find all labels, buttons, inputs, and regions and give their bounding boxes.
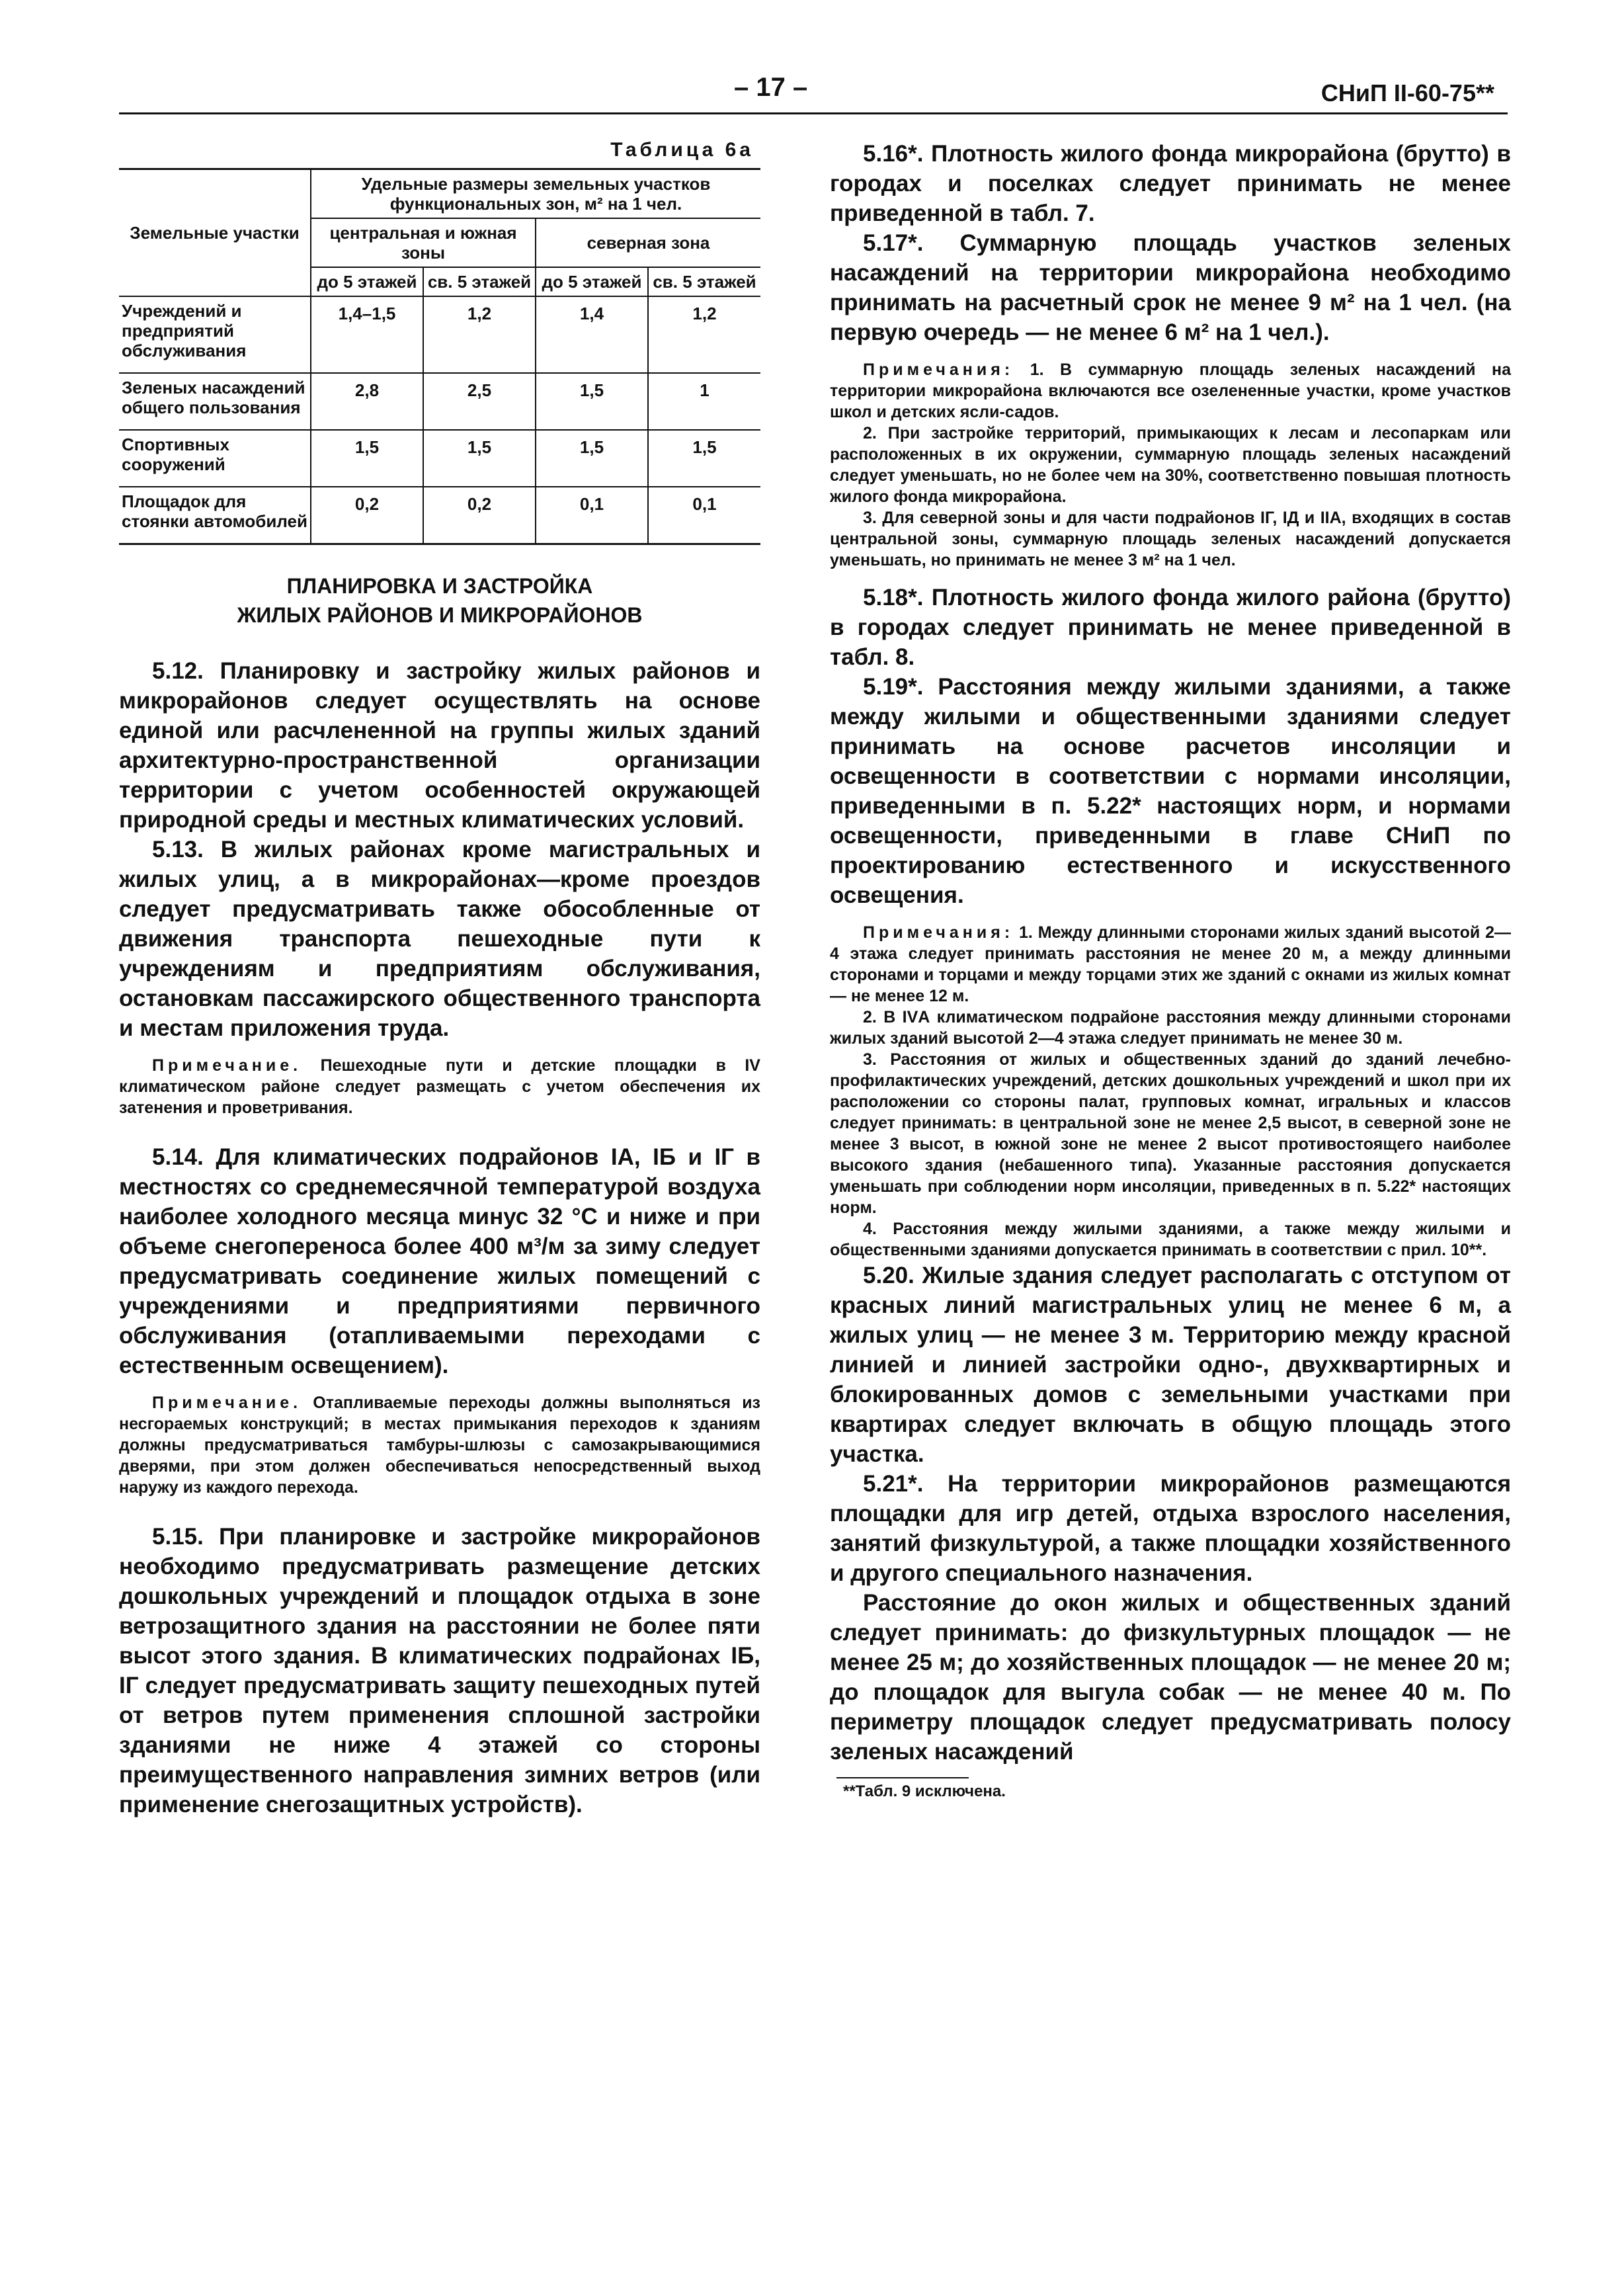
table-cell: 1,5 (648, 430, 760, 487)
table-cell: 2,5 (423, 373, 536, 430)
footnote-rule (836, 1777, 969, 1778)
footnote: **Табл. 9 исключена. (843, 1782, 1006, 1800)
page-number: – 17 – (734, 73, 808, 102)
table-cell: 1,2 (648, 296, 760, 373)
table-cell: 1,5 (536, 373, 648, 430)
section-title (119, 571, 760, 630)
note-heading: Примечания: (863, 923, 1014, 942)
table-cell: 0,1 (536, 487, 648, 544)
clause-5-21: 5.21*. На территории микрорайонов размещаются площадки для игр детей, отдыха взрослого населения, занятий физкультурой, а также площадки хозяйственного и другого специального назначения. (830, 1471, 1511, 1586)
note-text: 1. Между длинными сторонами жилых зданий высотой 2—4 этажа следует принимать расстояния не менее 20 м, а между длинными сторонами и торцами и между торцами этих же зданий с окнами из жилых комнат — не менее 12 м. (830, 923, 1511, 1005)
table-cell: 1 (648, 373, 760, 430)
header-central-south: центральная и южная зоны (311, 218, 536, 267)
clause-5-13: 5.13. В жилых районах кроме магистральных и жилых улиц, а в микрорайонах—кроме проездов следует предусматривать также обособленные от движения транспорта пешеходные пути к учреждениям и предприятиям обслуживания, остановкам пассажирского общественного транспорта и местам приложения труда. (119, 837, 760, 1041)
table-cell: 1,5 (536, 430, 648, 487)
note-5-14 (119, 1392, 760, 1498)
clause-5-15: 5.15. При планировке и застройке микрорайонов необходимо предусматривать размещение детских дошкольных учреждений и площадок отдыха в зоне ветрозащитного здания на расстоянии не более пяти высот этого здания. В климатических подрайонах IБ, IГ следует предусматривать защиту пешеходных путей от ветров путем применения сплошной застройки зданиями не ниже 4 этажей со стороны преимущественного направления зимних ветров (или применение снегозащитных устройств). (119, 1524, 760, 1817)
header-rule (119, 112, 1508, 114)
clause-5-12: 5.12. Планировку и застройку жилых районов и микрорайонов следует осуществлять на основе единой или расчлененной на группы жилых зданий архитектурно-пространственной организации территории с учетом особенностей окружающей природной среды и местных климатических условий. (119, 658, 760, 833)
table-cell: 1,4 (536, 296, 648, 373)
note-heading: Примечание. (152, 1394, 302, 1412)
clause-5-21-continued: Расстояние до окон жилых и общественных зданий следует принимать: до физкультурных площадок — не менее 25 м; до хозяйственных площадок — не менее 20 м; до площадок для выгула собак — не менее 40 м. По периметру площадок следует предусматривать полосу зеленых насаждений (830, 1590, 1511, 1765)
table-caption: Таблица 6а (610, 139, 754, 161)
table-row (119, 373, 760, 430)
header-over5-central: св. 5 этажей (423, 267, 536, 296)
note-text: Пешеходные пути и детские площадки в IV климатическом районе следует размещать с учетом обеспечения их затенения и проветривания. (119, 1056, 760, 1117)
note-5-17-2: 2. При застройке территорий, примыкающих к лесам и лесопаркам или расположенных в их окружении, суммарную площадь зеленых насаждений следует уменьшать, но не более чем на 30%, соответственно повышая плотность жилого фонда микрорайона. (830, 424, 1511, 506)
section-title-line1: ПЛАНИРОВКА И ЗАСТРОЙКА (286, 574, 593, 598)
note-5-19-4: 4. Расстояния между жилыми зданиями, а также между жилыми и общественными зданиями допускается принимать в соответствии с прил. 10**. (830, 1220, 1511, 1259)
left-column (119, 139, 760, 1819)
clause-5-17: 5.17*. Суммарную площадь участков зеленых насаждений на территории микрорайона необходимо принимать на расчетный срок не менее 9 м² на 1 чел. (на первую очередь — не менее 6 м² на 1 чел.). (830, 230, 1511, 345)
table-cell: 1,5 (311, 430, 423, 487)
table-row (119, 430, 760, 487)
clause-5-18: 5.18*. Плотность жилого фонда жилого района (брутто) в городах следует принимать не менее приведенной в табл. 8. (830, 585, 1511, 670)
table-row (119, 296, 760, 373)
clause-5-16: 5.16*. Плотность жилого фонда микрорайона (брутто) в городах и поселках следует принимать не менее приведенной в табл. 7. (830, 141, 1511, 226)
clause-5-19: 5.19*. Расстояния между жилыми зданиями, а также между жилыми и общественными зданиями следует принимать на основе расчетов инсоляции и освещенности в соответствии с нормами инсоляции, приведенными в п. 5.22* настоящих норм, и нормами освещенности, приведенными в главе СНиП по проектированию естественного и искусственного освещения. (830, 674, 1511, 908)
right-column (830, 139, 1511, 1801)
header-land-plots: Земельные участки (119, 169, 311, 297)
note-heading: Примечания: (863, 360, 1014, 379)
note-5-19-2: 2. В IVА климатическом подрайоне расстояния между длинными сторонами жилых зданий высотой 2—4 этажа следует принимать не менее 30 м. (830, 1008, 1511, 1048)
table-cell: 1,5 (423, 430, 536, 487)
note-text: Отапливаемые переходы должны выполняться из несгораемых конструкций; в местах примыкания переходов к зданиям должны предусматриваться тамбуры-шлюзы с самозакрывающимися дверями, при этом должен обеспечиваться непосредственный выход наружу из каждого перехода. (119, 1394, 760, 1497)
table-row (119, 487, 760, 544)
document-code: СНиП II-60-75** (1320, 79, 1494, 106)
row-label: Спортивных сооружений (119, 430, 311, 487)
header-upto5-north: до 5 этажей (536, 267, 648, 296)
header-upto5-central: до 5 этажей (311, 267, 423, 296)
clause-5-20: 5.20. Жилые здания следует располагать с отступом от красных линий магистральных улиц не менее 6 м, а жилых улиц — не менее 3 м. Территорию между красной линией и линией застройки одно-, двухквартирных и блокированных домов с земельными участками при квартирах следует включать в общую площадь этого участка. (830, 1263, 1511, 1467)
note-5-19-3: 3. Расстояния от жилых и общественных зданий до зданий лечебно-профилактических учреждений, детских дошкольных учреждений и школ при их расположении со стороны палат, групповых комнат, игральных и классов следует принимать: в центральной зоне не менее 2,5 высот, в северной зоне не менее 3 высот, в южной зоне не менее 2 высот противостоящего наиболее высокого здания (небашенного типа). Указанные расстояния допускается уменьшать при соблюдении норм инсоляции, приведенных в п. 5.22* настоящих норм. (830, 1050, 1511, 1217)
table-cell: 1,2 (423, 296, 536, 373)
row-label: Зеленых насаждений общего пользования (119, 373, 311, 430)
note-5-13 (119, 1055, 760, 1118)
note-5-19-1 (830, 922, 1511, 1007)
table-cell: 0,2 (311, 487, 423, 544)
note-5-17-3: 3. Для северной зоны и для части подрайонов IГ, IД и IIА, входящих в состав центральной зоны, суммарную площадь зеленых насаждений допускается уменьшать, но принимать не менее 3 м² на 1 чел. (830, 509, 1511, 569)
header-north: северная зона (536, 218, 760, 267)
note-5-17-1 (830, 359, 1511, 423)
table-cell: 0,1 (648, 487, 760, 544)
table-cell: 1,4–1,5 (311, 296, 423, 373)
header-over5-north: св. 5 этажей (648, 267, 760, 296)
table-6a (119, 168, 760, 545)
clause-5-14: 5.14. Для климатических подрайонов IА, IБ и IГ в местностях со среднемесячной температурой воздуха наиболее холодного месяца минус 32 °С и ниже и при объеме снегопереноса более 400 м³/м за зиму следует предусматривать соединение жилых помещений с учреждениями и предприятиями первичного обслуживания (отапливаемыми переходами с естественным освещением). (119, 1144, 760, 1378)
note-text: 1. В суммарную площадь зеленых насаждений на территории микрорайона включаются все озелененные участки, кроме участков школ и детских ясли-садов. (830, 360, 1511, 421)
table-cell: 0,2 (423, 487, 536, 544)
table-cell: 2,8 (311, 373, 423, 430)
row-label: Учреждений и предприятий обслуживания (119, 296, 311, 373)
header-specific-sizes: Удельные размеры земельных участков функциональных зон, м² на 1 чел. (311, 169, 760, 219)
row-label: Площадок для стоянки автомобилей (119, 487, 311, 544)
section-title-line2: ЖИЛЫХ РАЙОНОВ И МИКРОРАЙОНОВ (237, 603, 643, 627)
note-heading: Примечание. (152, 1056, 302, 1075)
